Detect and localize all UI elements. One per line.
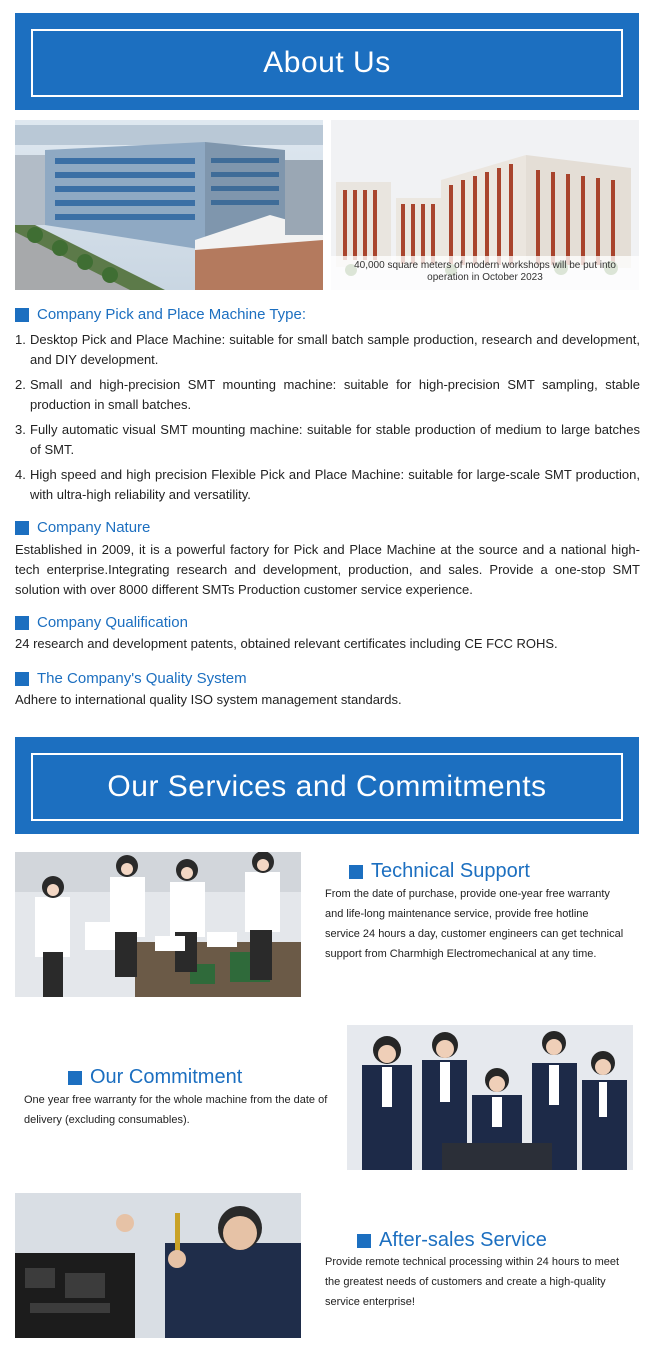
square-bullet-icon (15, 616, 29, 630)
quality-system-heading (15, 670, 247, 687)
company-nature-heading (15, 519, 150, 536)
list-item: 1. Desktop Pick and Place Machine: suitable for small batch sample production, research and development, and DIY development. (15, 332, 640, 367)
company-nature-text: Established in 2009, it is a powerful factory for Pick and Place Machine at the source and a national high-tech enterprise.Integrating research and development, production, and sales. Provide a one-stop SMT solution with over 8000 different SMTs Production customer service experience. (15, 542, 640, 597)
workshop-photo (331, 120, 639, 290)
after-sales-heading (357, 1229, 547, 1252)
quality-system-text: Adhere to international quality ISO system management standards. (15, 692, 402, 707)
list-item: 3. Fully automatic visual SMT mounting machine: suitable for stable production of medium to large batches of SMT. (15, 422, 640, 457)
list-item: 2. Small and high-precision SMT mounting machine: suitable for high-precision SMT sampling, stable production in small batches. (15, 377, 640, 412)
company-qualification-text: 24 research and development patents, obtained relevant certificates including CE FCC ROHS. (15, 636, 558, 651)
machine-type-heading (15, 306, 306, 323)
after-sales-title: After-sales Service (379, 1229, 547, 1251)
list-item: 4. High speed and high precision Flexible Pick and Place Machine: suitable for large-scale SMT production, with ultra-high reliability and versatility. (15, 467, 640, 502)
our-commitment-title: Our Commitment (90, 1066, 243, 1088)
square-bullet-icon (15, 308, 29, 322)
company-qualification-heading (15, 614, 188, 631)
technical-support-photo (15, 852, 301, 997)
square-bullet-icon (15, 672, 29, 686)
services-title: Our Services and Commitments (107, 770, 547, 803)
square-bullet-icon (68, 1071, 82, 1085)
machine-type-title: Company Pick and Place Machine Type: (37, 306, 307, 323)
our-commitment-text: One year free warranty for the whole machine from the date of delivery (excluding consumables). (24, 1094, 328, 1126)
after-sales-photo (15, 1193, 301, 1338)
our-commitment-photo (347, 1025, 633, 1170)
square-bullet-icon (349, 865, 363, 879)
services-banner (15, 737, 639, 834)
quality-system-title: The Company's Quality System (37, 670, 247, 687)
technical-support-title: Technical Support (371, 860, 530, 882)
machine-type-list (15, 330, 640, 510)
company-nature-title: Company Nature (37, 519, 151, 536)
square-bullet-icon (357, 1234, 371, 1248)
factory-aerial-photo (15, 120, 323, 290)
company-qualification-title: Company Qualification (37, 614, 188, 631)
square-bullet-icon (15, 521, 29, 535)
our-commitment-heading (68, 1066, 242, 1089)
technical-support-heading (349, 860, 530, 883)
after-sales-text: Provide remote technical processing within 24 hours to meet the greatest needs of customers and create a high-quality service enterprise! (325, 1256, 620, 1308)
about-us-banner (15, 13, 639, 110)
workshop-caption: 40,000 square meters of modern workshops will be put into operation in October 2023 (331, 256, 639, 290)
about-us-title: About Us (263, 46, 391, 79)
technical-support-text: From the date of purchase, provide one-year free warranty and life-long maintenance service, provide free hotline service 24 hours a day, customer engineers can get technical support from Charmhigh Electromechanical at any time. (325, 888, 624, 960)
